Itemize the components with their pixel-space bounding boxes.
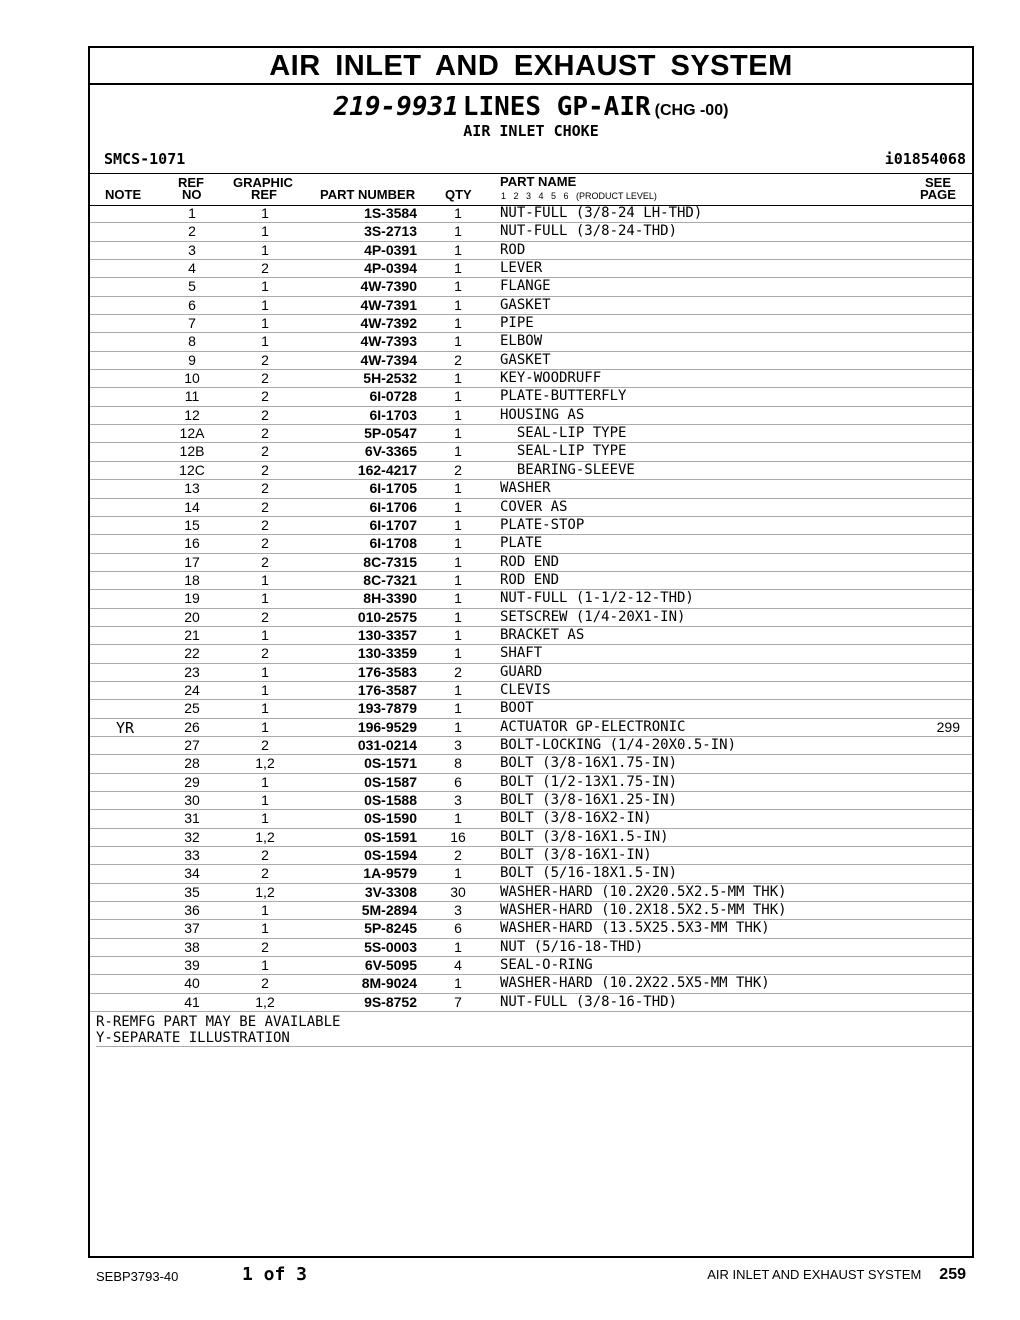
row-part-name: GASKET [500, 296, 551, 313]
row-graphic-ref: 1,2 [255, 883, 275, 900]
row-qty: 6 [454, 773, 462, 790]
row-part-name: NUT-FULL (1-1/2-12-THD) [500, 590, 694, 607]
row-part-name: PLATE-BUTTERFLY [500, 388, 627, 405]
table-row [90, 719, 972, 737]
row-ref-no: 3 [188, 241, 196, 258]
row-graphic-ref: 1 [261, 333, 269, 350]
row-ref-no: 7 [188, 315, 196, 332]
row-qty: 1 [454, 498, 462, 515]
row-part-name: WASHER-HARD (10.2X20.5X2.5-MM THK) [500, 883, 787, 900]
row-ref-no: 38 [184, 938, 200, 955]
row-qty: 4 [454, 957, 462, 974]
row-part-name: NUT-FULL (3/8-16-THD) [500, 993, 678, 1010]
row-ref-no: 9 [188, 351, 196, 368]
row-ref-no: 19 [184, 590, 200, 607]
row-part-number: 176-3587 [357, 681, 417, 698]
row-graphic-ref: 2 [261, 351, 269, 368]
row-ref-no: 33 [184, 847, 200, 864]
row-ref-no: 16 [184, 535, 200, 552]
table-row [90, 535, 972, 553]
row-qty: 1 [454, 443, 462, 460]
table-row [90, 352, 972, 370]
group-number: 219-9931 [333, 92, 459, 122]
table-row [90, 755, 972, 773]
table-row [90, 700, 972, 718]
row-graphic-ref: 1 [261, 700, 269, 717]
header-ref-top: REF [178, 175, 204, 190]
row-part-name: SEAL-O-RING [500, 957, 593, 974]
row-qty: 2 [454, 461, 462, 478]
row-qty: 1 [454, 810, 462, 827]
row-part-name: BRACKET AS [500, 626, 585, 643]
row-part-name: BOLT (3/8-16X1.25-IN) [500, 792, 678, 808]
row-graphic-ref: 1 [261, 792, 269, 808]
row-qty: 7 [454, 993, 462, 1010]
row-graphic-ref: 1 [261, 718, 269, 735]
row-graphic-ref: 2 [261, 406, 269, 423]
group-change: (CHG -00) [654, 102, 729, 119]
row-graphic-ref: 1 [261, 223, 269, 240]
row-part-number: 3S-2713 [364, 223, 417, 240]
row-note: YR [115, 718, 135, 737]
row-ref-no: 18 [184, 571, 200, 588]
table-row [90, 884, 972, 902]
header-part-name: PART NAME [500, 174, 577, 189]
row-ref-no: 37 [184, 920, 200, 937]
row-part-number: 6I-1707 [369, 516, 417, 533]
row-ref-no: 22 [184, 645, 200, 662]
row-qty: 1 [454, 480, 462, 497]
row-part-name: WASHER-HARD (10.2X22.5X5-MM THK) [500, 975, 770, 992]
table-row [90, 425, 972, 443]
row-qty: 1 [454, 370, 462, 387]
row-ref-no: 32 [184, 828, 200, 845]
table-row [90, 829, 972, 847]
row-part-name: BOLT (3/8-16X2-IN) [500, 810, 652, 827]
illustration-id: i01854068 [884, 150, 966, 168]
row-part-number: 193-7879 [357, 700, 417, 717]
row-graphic-ref: 2 [261, 865, 269, 882]
row-qty: 2 [454, 847, 462, 864]
row-part-name: FLANGE [500, 278, 551, 295]
row-part-name: BOLT-LOCKING (1/4-20X0.5-IN) [500, 736, 737, 753]
table-row [90, 645, 972, 663]
row-qty: 1 [454, 590, 462, 607]
row-graphic-ref: 2 [261, 938, 269, 955]
row-ref-no: 25 [184, 700, 200, 717]
row-graphic-ref: 2 [261, 608, 269, 625]
header-see-top: SEE [925, 175, 952, 190]
row-part-number: 1S-3584 [364, 205, 417, 221]
row-part-name: LEVER [500, 260, 543, 277]
row-part-name: BOLT (5/16-18X1.5-IN) [500, 865, 678, 882]
row-ref-no: 39 [184, 957, 200, 974]
table-row [90, 554, 972, 572]
group-title [90, 92, 972, 122]
row-ref-no: 20 [184, 608, 200, 625]
table-row [90, 975, 972, 993]
header-note: NOTE [105, 187, 142, 202]
header-see-bottom: PAGE [920, 187, 956, 202]
row-part-name: GUARD [500, 663, 543, 680]
row-part-number: 5S-0003 [364, 938, 417, 955]
table-row [90, 627, 972, 645]
parts-table-body [90, 205, 972, 1012]
row-part-name: WASHER-HARD (10.2X18.5X2.5-MM THK) [500, 902, 787, 919]
header-graphic-top: GRAPHIC [233, 175, 293, 190]
row-graphic-ref: 1 [261, 315, 269, 332]
table-row [90, 792, 972, 810]
row-part-name: COVER AS [500, 498, 568, 515]
row-part-number: 031-0214 [357, 736, 417, 753]
row-part-number: 5P-8245 [364, 920, 417, 937]
row-part-number: 5M-2894 [361, 902, 417, 919]
footer-doc-id: SEBP3793-40 [96, 1269, 179, 1284]
group-name: LINES GP-AIR [462, 92, 651, 122]
footer-page-number: 259 [939, 1266, 966, 1283]
row-graphic-ref: 2 [261, 480, 269, 497]
row-ref-no: 35 [184, 883, 200, 900]
header-ref-bottom: NO [182, 187, 202, 202]
row-graphic-ref: 1 [261, 626, 269, 643]
row-graphic-ref: 1 [261, 663, 269, 680]
row-part-number: 8H-3390 [363, 590, 417, 607]
row-part-number: 4P-0391 [364, 241, 417, 258]
row-part-name: BOLT (1/2-13X1.75-IN) [500, 773, 678, 790]
row-part-number: 5P-0547 [364, 425, 417, 442]
table-row [90, 499, 972, 517]
row-part-name: SETSCREW (1/4-20X1-IN) [500, 608, 686, 625]
table-row [90, 939, 972, 957]
row-part-number: 0S-1587 [364, 773, 417, 790]
row-ref-no: 6 [188, 296, 196, 313]
row-qty: 1 [454, 241, 462, 258]
row-qty: 1 [454, 315, 462, 332]
row-part-number: 6V-3365 [364, 443, 417, 460]
table-row [90, 223, 972, 241]
row-part-number: 4W-7391 [360, 296, 417, 313]
table-row [90, 810, 972, 828]
row-qty: 1 [454, 425, 462, 442]
notes-block [96, 1014, 972, 1047]
row-part-number: 0S-1594 [364, 847, 417, 864]
row-part-name: BOLT (3/8-16X1.75-IN) [500, 755, 678, 772]
row-part-name: ROD [500, 241, 526, 258]
row-ref-no: 12 [184, 406, 200, 423]
row-qty: 1 [454, 223, 462, 240]
row-graphic-ref: 1 [261, 205, 269, 221]
row-qty: 1 [454, 975, 462, 992]
row-part-name: NUT (5/16-18-THD) [500, 938, 644, 955]
row-part-number: 0S-1591 [364, 828, 417, 845]
row-part-name: BOLT (3/8-16X1-IN) [500, 847, 652, 864]
row-qty: 1 [454, 260, 462, 277]
row-part-number: 8M-9024 [361, 975, 417, 992]
table-row [90, 994, 972, 1012]
row-part-name: NUT-FULL (3/8-24-THD) [500, 223, 678, 240]
row-part-name: ACTUATOR GP-ELECTRONIC [500, 718, 686, 735]
header-product-level: 1 2 3 4 5 6 (PRODUCT LEVEL) [501, 191, 657, 201]
table-row [90, 205, 972, 223]
table-row [90, 370, 972, 388]
row-ref-no: 15 [184, 516, 200, 533]
row-part-name: PIPE [500, 315, 534, 332]
row-part-number: 3V-3308 [364, 883, 417, 900]
table-row [90, 609, 972, 627]
row-graphic-ref: 1,2 [255, 828, 275, 845]
row-qty: 1 [454, 535, 462, 552]
row-graphic-ref: 1 [261, 296, 269, 313]
row-qty: 1 [454, 938, 462, 955]
row-see-page: 299 [936, 718, 960, 735]
row-ref-no: 29 [184, 773, 200, 790]
row-part-name: WASHER-HARD (13.5X25.5X3-MM THK) [500, 920, 770, 937]
row-part-number: 9S-8752 [364, 993, 417, 1010]
table-row [90, 278, 972, 296]
row-part-name: WASHER [500, 480, 551, 497]
row-part-name: HOUSING AS [500, 406, 585, 423]
row-qty: 16 [450, 828, 466, 845]
row-part-number: 6I-1703 [369, 406, 417, 423]
row-part-number: 0S-1590 [364, 810, 417, 827]
row-ref-no: 4 [188, 260, 196, 277]
row-part-name: ELBOW [500, 333, 543, 350]
row-part-name: GASKET [500, 351, 551, 368]
row-qty: 6 [454, 920, 462, 937]
table-row [90, 333, 972, 351]
row-graphic-ref: 2 [261, 461, 269, 478]
row-part-number: 130-3359 [357, 645, 417, 662]
parts-page-frame [88, 46, 974, 1258]
row-part-name: PLATE [500, 535, 543, 552]
table-row [90, 517, 972, 535]
row-part-number: 196-9529 [357, 718, 417, 735]
row-qty: 1 [454, 388, 462, 405]
row-ref-no: 17 [184, 553, 200, 570]
row-part-number: 4P-0394 [364, 260, 417, 277]
row-ref-no: 10 [184, 370, 200, 387]
row-ref-no: 14 [184, 498, 200, 515]
row-part-number: 6V-5095 [364, 957, 417, 974]
row-qty: 1 [454, 608, 462, 625]
header-graphic-bottom: REF [251, 187, 277, 202]
row-graphic-ref: 1 [261, 590, 269, 607]
table-row [90, 572, 972, 590]
table-row [90, 260, 972, 278]
row-part-name: SEAL-LIP TYPE [500, 425, 627, 442]
row-qty: 2 [454, 351, 462, 368]
row-graphic-ref: 1 [261, 902, 269, 919]
row-part-name: CLEVIS [500, 681, 551, 698]
row-ref-no: 21 [184, 626, 200, 643]
table-row [90, 682, 972, 700]
table-row [90, 774, 972, 792]
row-qty: 1 [454, 626, 462, 643]
row-qty: 2 [454, 663, 462, 680]
table-row [90, 462, 972, 480]
system-title: AIR INLET AND EXHAUST SYSTEM [90, 48, 972, 85]
row-part-number: 4W-7390 [360, 278, 417, 295]
row-part-number: 130-3357 [357, 626, 417, 643]
row-graphic-ref: 1 [261, 810, 269, 827]
row-graphic-ref: 1 [261, 957, 269, 974]
row-part-name: KEY-WOODRUFF [500, 370, 602, 387]
row-graphic-ref: 2 [261, 498, 269, 515]
row-graphic-ref: 2 [261, 388, 269, 405]
row-qty: 1 [454, 865, 462, 882]
row-ref-no: 12C [179, 461, 205, 478]
note-separate-illustration: Y-SEPARATE ILLUSTRATION [96, 1030, 290, 1046]
row-graphic-ref: 2 [261, 847, 269, 864]
row-graphic-ref: 2 [261, 553, 269, 570]
row-part-number: 6I-1705 [369, 480, 417, 497]
row-graphic-ref: 1,2 [255, 993, 275, 1010]
row-graphic-ref: 2 [261, 736, 269, 753]
table-row [90, 865, 972, 883]
header-qty: QTY [445, 187, 472, 202]
row-qty: 1 [454, 278, 462, 295]
row-part-number: 5H-2532 [363, 370, 417, 387]
row-ref-no: 2 [188, 223, 196, 240]
row-qty: 3 [454, 792, 462, 808]
row-ref-no: 28 [184, 755, 200, 772]
row-qty: 1 [454, 571, 462, 588]
row-qty: 30 [450, 883, 466, 900]
row-part-number: 6I-0728 [369, 388, 417, 405]
table-row [90, 388, 972, 406]
row-ref-no: 12B [179, 443, 205, 460]
row-qty: 8 [454, 755, 462, 772]
row-ref-no: 27 [184, 736, 200, 753]
table-row [90, 242, 972, 260]
row-graphic-ref: 1 [261, 773, 269, 790]
table-row [90, 957, 972, 975]
row-qty: 3 [454, 736, 462, 753]
row-ref-no: 8 [188, 333, 196, 350]
row-part-name: ROD END [500, 571, 560, 588]
row-part-number: 162-4217 [357, 461, 417, 478]
row-part-name: ROD END [500, 553, 560, 570]
row-ref-no: 11 [184, 388, 200, 405]
row-ref-no: 31 [184, 810, 200, 827]
footer-section-title: AIR INLET AND EXHAUST SYSTEM [707, 1267, 922, 1282]
table-row [90, 407, 972, 425]
row-graphic-ref: 1,2 [255, 755, 275, 772]
row-qty: 1 [454, 205, 462, 221]
row-part-number: 6I-1708 [369, 535, 417, 552]
row-qty: 1 [454, 700, 462, 717]
row-graphic-ref: 2 [261, 975, 269, 992]
table-row [90, 590, 972, 608]
row-ref-no: 5 [188, 278, 196, 295]
table-row [90, 664, 972, 682]
row-part-number: 176-3583 [357, 663, 417, 680]
row-ref-no: 26 [184, 718, 200, 735]
table-header [90, 173, 972, 206]
row-part-number: 6I-1706 [369, 498, 417, 515]
row-part-number: 1A-9579 [363, 865, 417, 882]
row-ref-no: 13 [184, 480, 200, 497]
row-part-name: BOLT (3/8-16X1.5-IN) [500, 828, 669, 845]
row-ref-no: 34 [184, 865, 200, 882]
row-ref-no: 36 [184, 902, 200, 919]
row-ref-no: 40 [184, 975, 200, 992]
row-qty: 1 [454, 718, 462, 735]
row-graphic-ref: 2 [261, 425, 269, 442]
row-part-name: BOOT [500, 700, 534, 717]
row-qty: 1 [454, 333, 462, 350]
row-graphic-ref: 1 [261, 278, 269, 295]
row-part-number: 0S-1571 [364, 755, 417, 772]
row-part-name: NUT-FULL (3/8-24 LH-THD) [500, 205, 703, 221]
row-part-number: 4W-7393 [360, 333, 417, 350]
smcs-code: SMCS-1071 [104, 150, 186, 168]
row-graphic-ref: 1 [261, 920, 269, 937]
row-graphic-ref: 1 [261, 241, 269, 258]
row-graphic-ref: 2 [261, 260, 269, 277]
table-row [90, 920, 972, 938]
row-ref-no: 30 [184, 792, 200, 808]
row-part-name: BEARING-SLEEVE [500, 461, 635, 478]
row-qty: 1 [454, 553, 462, 570]
table-row [90, 737, 972, 755]
group-subtitle: AIR INLET CHOKE [463, 122, 599, 140]
row-ref-no: 24 [184, 681, 200, 698]
row-part-number: 4W-7392 [360, 315, 417, 332]
row-part-name: SEAL-LIP TYPE [500, 443, 627, 460]
table-row [90, 315, 972, 333]
row-graphic-ref: 2 [261, 645, 269, 662]
row-graphic-ref: 2 [261, 516, 269, 533]
note-remfg: R-REMFG PART MAY BE AVAILABLE [96, 1014, 341, 1030]
row-qty: 1 [454, 406, 462, 423]
row-qty: 1 [454, 681, 462, 698]
row-part-number: 8C-7315 [363, 553, 417, 570]
row-ref-no: 41 [184, 993, 200, 1010]
row-part-number: 0S-1588 [364, 792, 417, 808]
row-qty: 1 [454, 645, 462, 662]
row-qty: 1 [454, 516, 462, 533]
row-part-name: PLATE-STOP [500, 516, 585, 533]
table-row [90, 847, 972, 865]
table-row [90, 480, 972, 498]
footer-page-of: 1 of 3 [242, 1264, 308, 1285]
table-row [90, 297, 972, 315]
row-qty: 1 [454, 296, 462, 313]
footer-section [707, 1266, 966, 1284]
row-part-number: 010-2575 [357, 608, 417, 625]
row-part-number: 8C-7321 [363, 571, 417, 588]
row-qty: 3 [454, 902, 462, 919]
row-graphic-ref: 1 [261, 571, 269, 588]
table-row [90, 902, 972, 920]
row-ref-no: 1 [188, 205, 196, 221]
table-row [90, 443, 972, 461]
row-part-number: 4W-7394 [360, 351, 417, 368]
row-graphic-ref: 1 [261, 681, 269, 698]
row-ref-no: 23 [184, 663, 200, 680]
row-graphic-ref: 2 [261, 443, 269, 460]
row-graphic-ref: 2 [261, 535, 269, 552]
header-part-number: PART NUMBER [320, 187, 416, 202]
row-ref-no: 12A [179, 425, 205, 442]
row-part-name: SHAFT [500, 645, 543, 662]
row-graphic-ref: 2 [261, 370, 269, 387]
